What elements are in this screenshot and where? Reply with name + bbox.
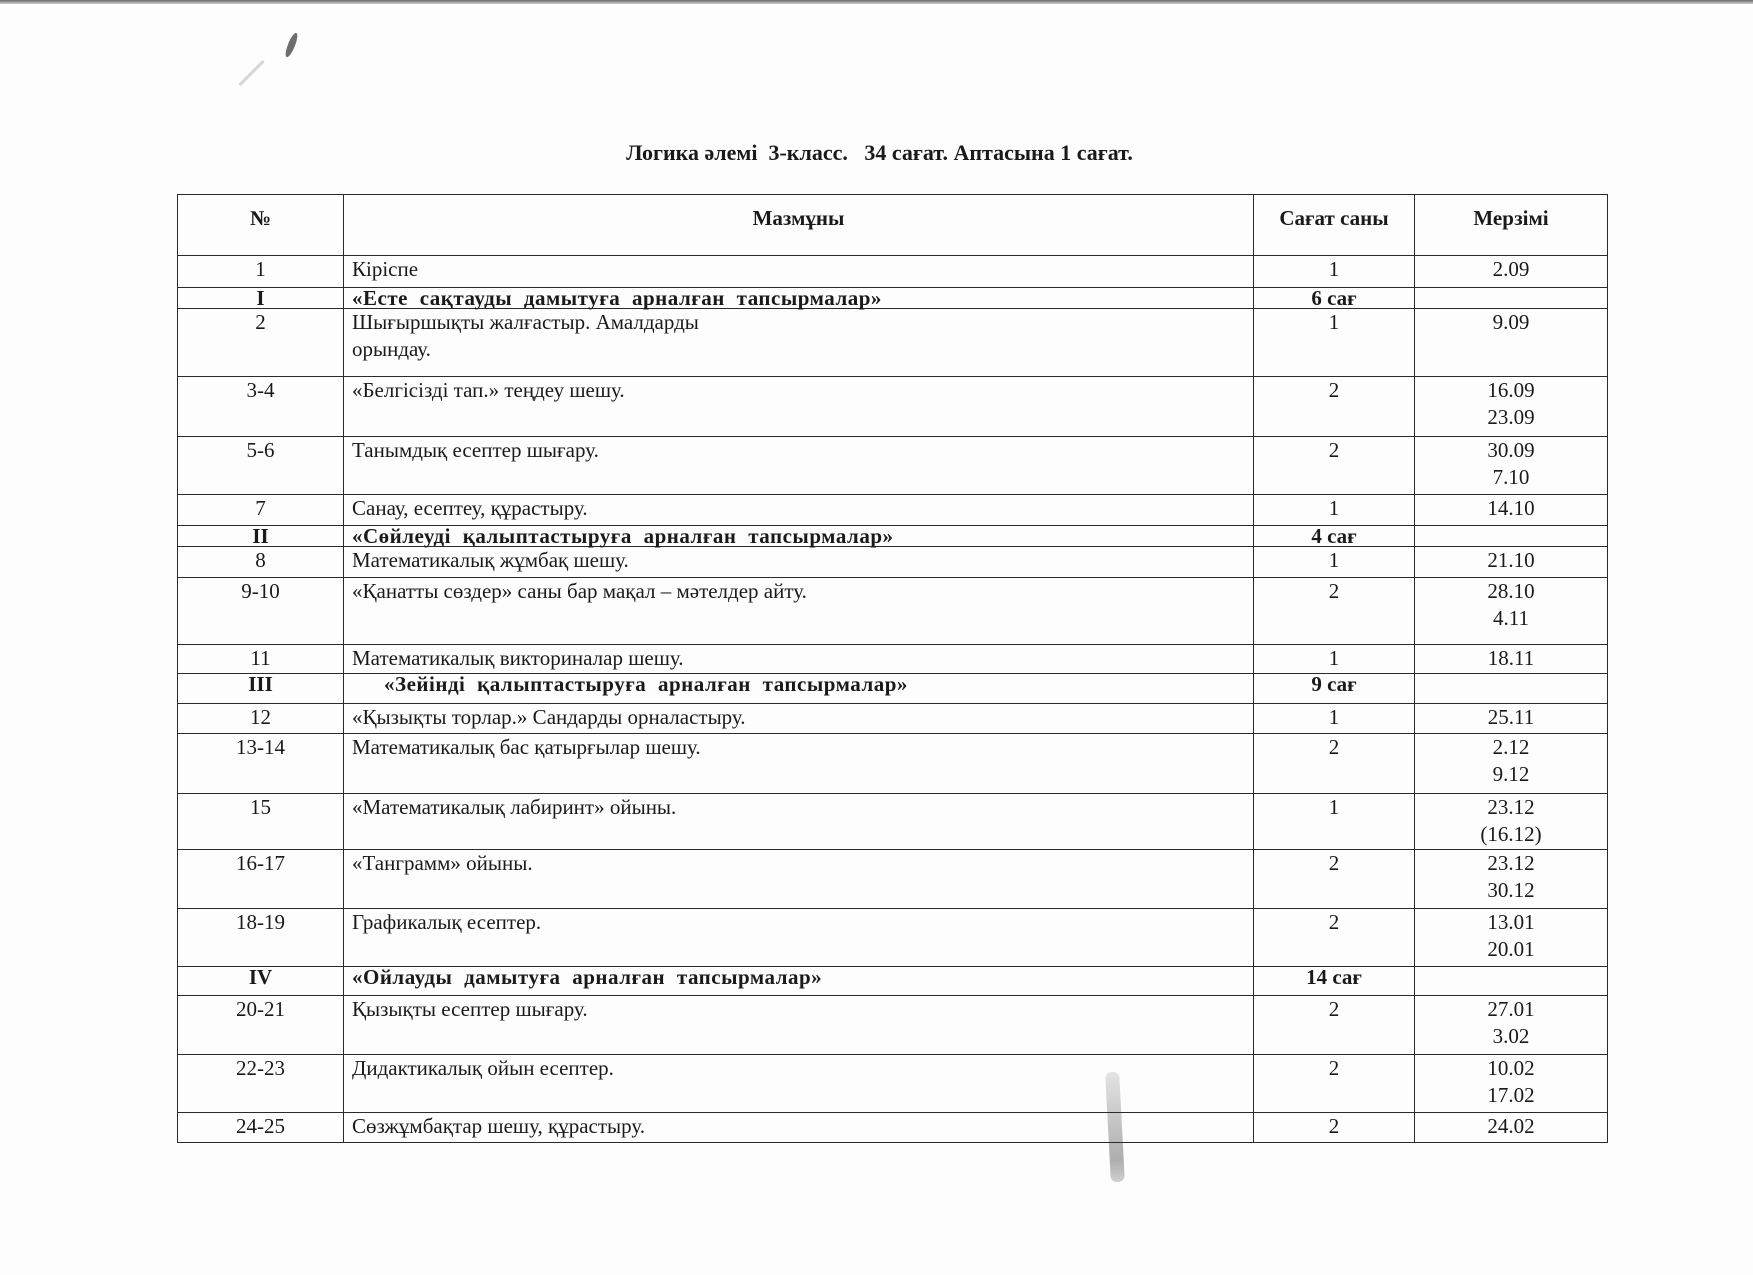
content-line: Кіріспе xyxy=(352,257,419,281)
content-line: «Танграмм» ойыны. xyxy=(352,851,533,875)
cell-content xyxy=(344,288,1254,309)
cell-number: 3-4 xyxy=(178,377,344,437)
content-line: Дидактикалық ойын есептер. xyxy=(352,1056,614,1080)
cell-hours: 2 xyxy=(1254,1055,1415,1113)
date-value: 30.12 xyxy=(1487,878,1535,902)
header-number: № xyxy=(178,195,344,256)
cell-number: II xyxy=(178,526,344,547)
content-line: Танымдық есептер шығару. xyxy=(352,438,599,462)
document-title: Логика әлемі 3-класс. 34 сағат. Аптасына 1 сағат. xyxy=(626,140,1133,165)
cell-number: 9-10 xyxy=(178,578,344,645)
cell-dates xyxy=(1415,996,1608,1055)
date-value: 16.09 xyxy=(1487,378,1535,402)
date-value: 23.12 xyxy=(1487,851,1535,875)
cell-number: III xyxy=(178,674,344,704)
cell-hours: 1 xyxy=(1254,309,1415,377)
cell-hours: 1 xyxy=(1254,794,1415,850)
cell-dates xyxy=(1415,909,1608,967)
date-value: 18.11 xyxy=(1487,646,1535,670)
date-value: 25.11 xyxy=(1487,705,1535,729)
cell-number: 18-19 xyxy=(178,909,344,967)
cell-content xyxy=(344,850,1254,909)
cell-content xyxy=(344,1055,1254,1113)
cell-dates xyxy=(1415,967,1608,996)
date-value: 4.11 xyxy=(1493,606,1529,630)
cell-hours: 2 xyxy=(1254,909,1415,967)
cell-content xyxy=(344,578,1254,645)
header-content: Мазмұны xyxy=(344,195,1254,256)
cell-hours: 2 xyxy=(1254,377,1415,437)
content-line: «Қанатты сөздер» саны бар мақал – мәтелдер айту. xyxy=(352,579,807,603)
cell-hours: 2 xyxy=(1254,578,1415,645)
cell-content xyxy=(344,437,1254,495)
cell-number: 20-21 xyxy=(178,996,344,1055)
cell-content xyxy=(344,674,1254,704)
table-body xyxy=(178,256,1608,1143)
cell-number: 24-25 xyxy=(178,1113,344,1143)
header-dates: Мерзімі xyxy=(1415,195,1608,256)
table-row xyxy=(178,495,1608,526)
cell-dates xyxy=(1415,674,1608,704)
cell-dates xyxy=(1415,377,1608,437)
cell-dates xyxy=(1415,850,1608,909)
date-value: 17.02 xyxy=(1487,1083,1535,1107)
date-value: 7.10 xyxy=(1492,465,1530,489)
cell-dates xyxy=(1415,256,1608,288)
lesson-plan-table xyxy=(177,194,1608,1143)
cell-dates xyxy=(1415,288,1608,309)
date-value: 23.12 xyxy=(1487,795,1535,819)
cell-number: I xyxy=(178,288,344,309)
content-line: Сөзжұмбақтар шешу, құрастыру. xyxy=(352,1114,645,1138)
cell-hours: 1 xyxy=(1254,495,1415,526)
content-line: «Математикалық лабиринт» ойыны. xyxy=(352,795,677,819)
cell-dates xyxy=(1415,309,1608,377)
cell-hours: 2 xyxy=(1254,734,1415,794)
header-hours: Сағат саны xyxy=(1254,195,1415,256)
section-row xyxy=(178,674,1608,704)
content-line: Санау, есептеу, құрастыру. xyxy=(352,496,588,520)
cell-hours: 6 сағ xyxy=(1254,288,1415,309)
cell-number: 5-6 xyxy=(178,437,344,495)
section-row xyxy=(178,967,1608,996)
date-value: 9.09 xyxy=(1492,310,1530,334)
cell-dates xyxy=(1415,794,1608,850)
table-row xyxy=(178,256,1608,288)
content-line: «Ойлауды дамытуға арналған тапсырмалар» xyxy=(352,965,823,989)
cell-hours: 1 xyxy=(1254,547,1415,578)
cell-hours: 14 сағ xyxy=(1254,967,1415,996)
table-row xyxy=(178,547,1608,578)
table-row xyxy=(178,1055,1608,1113)
cell-content xyxy=(344,967,1254,996)
cell-content xyxy=(344,309,1254,377)
content-line: орындау. xyxy=(352,337,431,361)
cell-hours: 1 xyxy=(1254,645,1415,674)
date-value: 24.02 xyxy=(1487,1114,1535,1138)
date-value: 20.01 xyxy=(1487,937,1535,961)
cell-number: 7 xyxy=(178,495,344,526)
table-row xyxy=(178,794,1608,850)
date-value: 28.10 xyxy=(1487,579,1535,603)
cell-number: 16-17 xyxy=(178,850,344,909)
cell-number: 8 xyxy=(178,547,344,578)
content-line: «Зейінді қалыптастыруға арналған тапсырмалар» xyxy=(384,672,908,696)
cell-dates xyxy=(1415,437,1608,495)
content-line: Математикалық бас қатырғылар шешу. xyxy=(352,735,701,759)
cell-number: 11 xyxy=(178,645,344,674)
cell-number: 2 xyxy=(178,309,344,377)
date-value: 2.09 xyxy=(1492,257,1530,281)
cell-dates xyxy=(1415,1113,1608,1143)
cell-dates xyxy=(1415,734,1608,794)
cell-hours: 1 xyxy=(1254,704,1415,734)
date-value: 3.02 xyxy=(1492,1024,1530,1048)
date-value: 30.09 xyxy=(1487,438,1535,462)
content-line: Қызықты есептер шығару. xyxy=(352,997,588,1021)
content-line: «Сөйлеуді қалыптастыруға арналған тапсырмалар» xyxy=(352,524,894,548)
cell-hours: 4 сағ xyxy=(1254,526,1415,547)
date-value: 13.01 xyxy=(1487,910,1535,934)
date-value: 2.12 xyxy=(1492,735,1530,759)
cell-dates xyxy=(1415,704,1608,734)
cell-dates xyxy=(1415,1055,1608,1113)
table-header-row xyxy=(178,195,1608,256)
content-line: Математикалық жұмбақ шешу. xyxy=(352,548,629,572)
cell-number: 22-23 xyxy=(178,1055,344,1113)
date-value: 27.01 xyxy=(1487,997,1535,1021)
table-row xyxy=(178,996,1608,1055)
cell-number: 12 xyxy=(178,704,344,734)
content-line: «Қызықты торлар.» Сандарды орналастыру. xyxy=(352,705,746,729)
date-value: 10.02 xyxy=(1487,1056,1535,1080)
cell-content xyxy=(344,495,1254,526)
cell-dates xyxy=(1415,578,1608,645)
cell-number: 1 xyxy=(178,256,344,288)
date-value: 9.12 xyxy=(1492,762,1530,786)
table-row xyxy=(178,704,1608,734)
table-row xyxy=(178,437,1608,495)
section-row xyxy=(178,526,1608,547)
table-row xyxy=(178,377,1608,437)
cell-number: 13-14 xyxy=(178,734,344,794)
table-row xyxy=(178,850,1608,909)
pen-mark xyxy=(283,32,299,59)
cell-content xyxy=(344,909,1254,967)
content-line: Графикалық есептер. xyxy=(352,910,542,934)
table-row xyxy=(178,645,1608,674)
cell-content xyxy=(344,996,1254,1055)
cell-hours: 2 xyxy=(1254,850,1415,909)
cell-hours: 2 xyxy=(1254,996,1415,1055)
cell-content xyxy=(344,547,1254,578)
cell-hours: 9 сағ xyxy=(1254,674,1415,704)
table-row xyxy=(178,578,1608,645)
date-value: (16.12) xyxy=(1480,822,1542,846)
content-line: Математикалық викториналар шешу. xyxy=(352,646,684,670)
scan-top-edge xyxy=(0,0,1753,4)
cell-content xyxy=(344,734,1254,794)
date-value: 21.10 xyxy=(1487,548,1535,572)
table-row xyxy=(178,309,1608,377)
date-value: 23.09 xyxy=(1487,405,1535,429)
cell-content xyxy=(344,794,1254,850)
cell-number: IV xyxy=(178,967,344,996)
content-line: «Белгісізді тап.» теңдеу шешу. xyxy=(352,378,625,402)
cell-content xyxy=(344,1113,1254,1143)
content-line: «Есте сақтауды дамытуға арналған тапсырмалар» xyxy=(352,286,882,310)
cell-dates xyxy=(1415,645,1608,674)
table-row xyxy=(178,909,1608,967)
cell-dates xyxy=(1415,547,1608,578)
cell-hours: 2 xyxy=(1254,437,1415,495)
cell-content xyxy=(344,377,1254,437)
cell-number: 15 xyxy=(178,794,344,850)
date-value: 14.10 xyxy=(1487,496,1535,520)
cell-hours: 1 xyxy=(1254,256,1415,288)
section-row xyxy=(178,288,1608,309)
cell-content xyxy=(344,704,1254,734)
cell-content xyxy=(344,645,1254,674)
pen-mark-tail xyxy=(238,60,264,86)
content-line: Шығыршықты жалғастыр. Амалдарды xyxy=(352,310,699,334)
table-row xyxy=(178,1113,1608,1143)
cell-hours: 2 xyxy=(1254,1113,1415,1143)
cell-dates xyxy=(1415,526,1608,547)
cell-content xyxy=(344,526,1254,547)
cell-content xyxy=(344,256,1254,288)
table-row xyxy=(178,734,1608,794)
cell-dates xyxy=(1415,495,1608,526)
